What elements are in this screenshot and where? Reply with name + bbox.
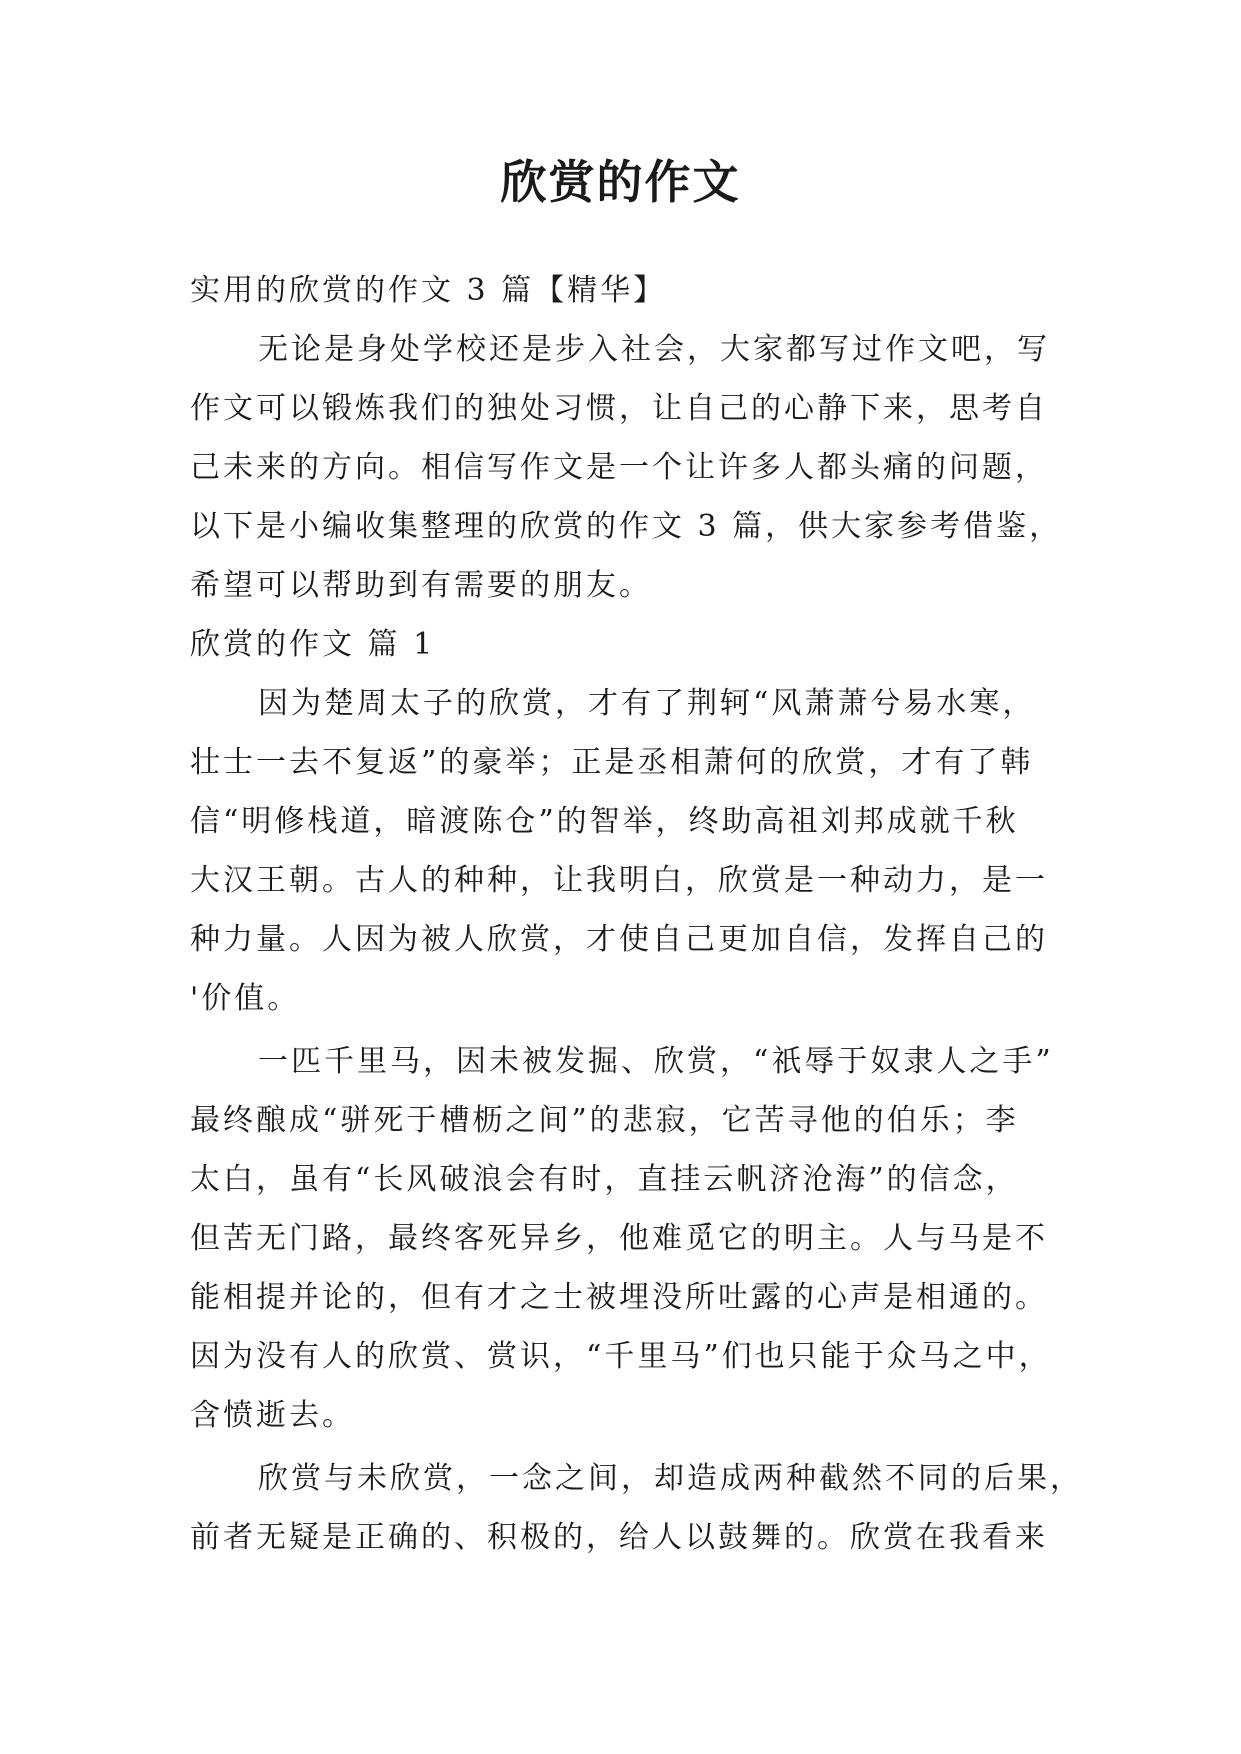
paragraph-line: 大汉王朝。古人的种种，让我明白，欣赏是一种动力，是一	[190, 863, 1048, 898]
paragraph-line: 希望可以帮助到有需要的朋友。	[190, 568, 652, 603]
paragraph-line: 壮士一去不复返”的豪举；正是丞相萧何的欣赏，才有了韩	[190, 745, 1034, 780]
paragraph-line: 但苦无门路，最终客死异乡，他难觅它的明主。人与马是不	[190, 1221, 1048, 1256]
paragraph-line: 以下是小编收集整理的欣赏的作文 3 篇，供大家参考借鉴，	[190, 509, 1063, 544]
paragraph-line: 含愤逝去。	[190, 1398, 355, 1433]
section-heading: 欣赏的作文 篇 1	[190, 627, 436, 662]
document-title: 欣赏的作文	[500, 155, 741, 209]
paragraph-line: 能相提并论的，但有才之士被埋没所吐露的心声是相通的。	[190, 1280, 1048, 1315]
paragraph-line: 己未来的方向。相信写作文是一个让许多人都头痛的问题，	[190, 450, 1048, 485]
paragraph-line: 太白，虽有“长风破浪会有时，直挂云帆济沧海”的信念，	[190, 1162, 1019, 1197]
paragraph-line: 无论是身处学校还是步入社会，大家都写过作文吧，写	[258, 332, 1050, 367]
subtitle-line: 实用的欣赏的作文 3 篇【精华】	[190, 273, 667, 308]
paragraph-line: 种力量。人因为被人欣赏，才使自己更加自信，发挥自己的	[190, 922, 1048, 957]
paragraph-line: 前者无疑是正确的、积极的，给人以鼓舞的。欣赏在我看来	[190, 1520, 1048, 1555]
paragraph-line: 作文可以锻炼我们的独处习惯，让自己的心静下来，思考自	[190, 391, 1048, 426]
paragraph-line: 因为没有人的欣赏、赏识，“千里马”们也只能于众马之中，	[190, 1339, 1052, 1374]
paragraph-line: '价值。	[190, 981, 301, 1016]
paragraph-line: 欣赏与未欣赏，一念之间，却造成两种截然不同的后果，	[258, 1461, 1083, 1496]
paragraph-line: 一匹千里马，因未被发掘、欣赏，“祇辱于奴隶人之手”	[258, 1044, 1054, 1079]
paragraph-line: 因为楚周太子的欣赏，才有了荆轲“风萧萧兮易水寒，	[258, 686, 1036, 721]
paragraph-line: 最终酿成“骈死于槽枥之间”的悲寂，它苦寻他的伯乐；李	[190, 1103, 1019, 1138]
paragraph-line: 信“明修栈道，暗渡陈仓”的智举，终助高祖刘邦成就千秋	[190, 804, 1019, 839]
document-body	[190, 261, 1083, 1567]
